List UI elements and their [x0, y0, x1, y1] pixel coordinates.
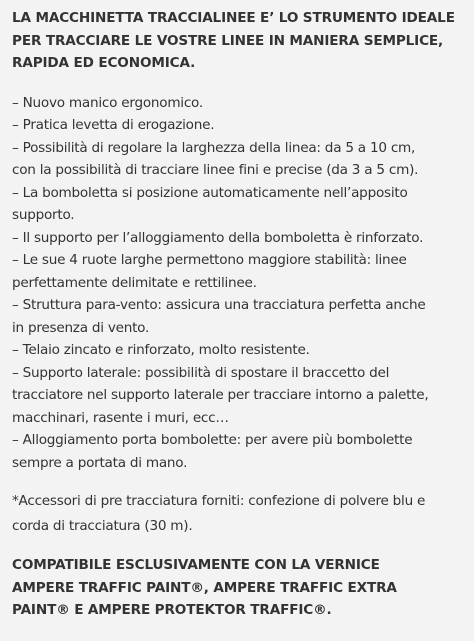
feature-item	[12, 429, 464, 474]
feature-line: – Le sue 4 ruote larghe permettono maggiore stabilità: linee	[12, 252, 407, 268]
intro-heading-line: LA MACCHINETTA TRACCIALINEE E’ LO STRUMENTO IDEALE	[12, 10, 455, 26]
feature-line: sempre a portata di mano.	[12, 454, 188, 471]
accessories-note-line: corda di tracciatura (30 m).	[12, 518, 193, 534]
accessories-note	[12, 489, 464, 539]
feature-item	[12, 249, 464, 294]
feature-line: – Telaio zincato e rinforzato, molto resistente.	[12, 342, 310, 358]
compatibility-line: PAINT® E AMPERE PROTEKTOR TRAFFIC®.	[12, 602, 332, 618]
feature-line: in presenza di vento.	[12, 319, 150, 336]
feature-line: – La bomboletta si posizione automaticamente nell’apposito	[12, 184, 408, 201]
feature-line: con la possibilità di tracciare linee fini e precise (da 3 a 5 cm).	[12, 162, 419, 178]
feature-item	[12, 227, 464, 250]
intro-heading	[12, 7, 464, 75]
feature-line: tracciatore nel supporto laterale per tracciare intorno a palette,	[12, 387, 429, 403]
feature-line: – Possibilità di regolare la larghezza della linea: da 5 a 10 cm,	[12, 139, 416, 156]
intro-heading-line: PER TRACCIARE LE VOSTRE LINEE IN MANIERA SEMPLICE,	[12, 32, 444, 49]
feature-item	[12, 362, 464, 430]
feature-line: supporto.	[12, 207, 75, 223]
compatibility-notice	[12, 554, 464, 622]
feature-line: – Il supporto per l’alloggiamento della bomboletta è rinforzato.	[12, 229, 424, 246]
feature-item	[12, 339, 464, 362]
accessories-note-line: *Accessori di pre tracciatura forniti: confezione di polvere blu e	[12, 493, 426, 509]
feature-item	[12, 182, 464, 227]
compatibility-line: COMPATIBILE ESCLUSIVAMENTE CON LA VERNICE	[12, 557, 380, 573]
feature-line: – Alloggiamento porta bombolette: per avere più bombolette	[12, 432, 413, 448]
feature-line: – Pratica levetta di erogazione.	[12, 117, 215, 133]
feature-item	[12, 92, 464, 115]
feature-line: – Nuovo manico ergonomico.	[12, 94, 203, 111]
feature-line: macchinari, rasente i muri, ecc…	[12, 409, 229, 426]
intro-heading-line: RAPIDA ED ECONOMICA.	[12, 55, 196, 71]
feature-item	[12, 114, 464, 137]
compatibility-line: AMPERE TRAFFIC PAINT®, AMPERE TRAFFIC EXTRA	[12, 579, 397, 596]
feature-item	[12, 294, 464, 339]
feature-item	[12, 137, 464, 182]
feature-line: perfettamente delimitate e rettilinee.	[12, 274, 257, 291]
feature-line: – Struttura para-vento: assicura una tracciatura perfetta anche	[12, 297, 426, 313]
feature-line: – Supporto laterale: possibilità di spostare il braccetto del	[12, 364, 390, 381]
feature-list	[12, 92, 464, 475]
